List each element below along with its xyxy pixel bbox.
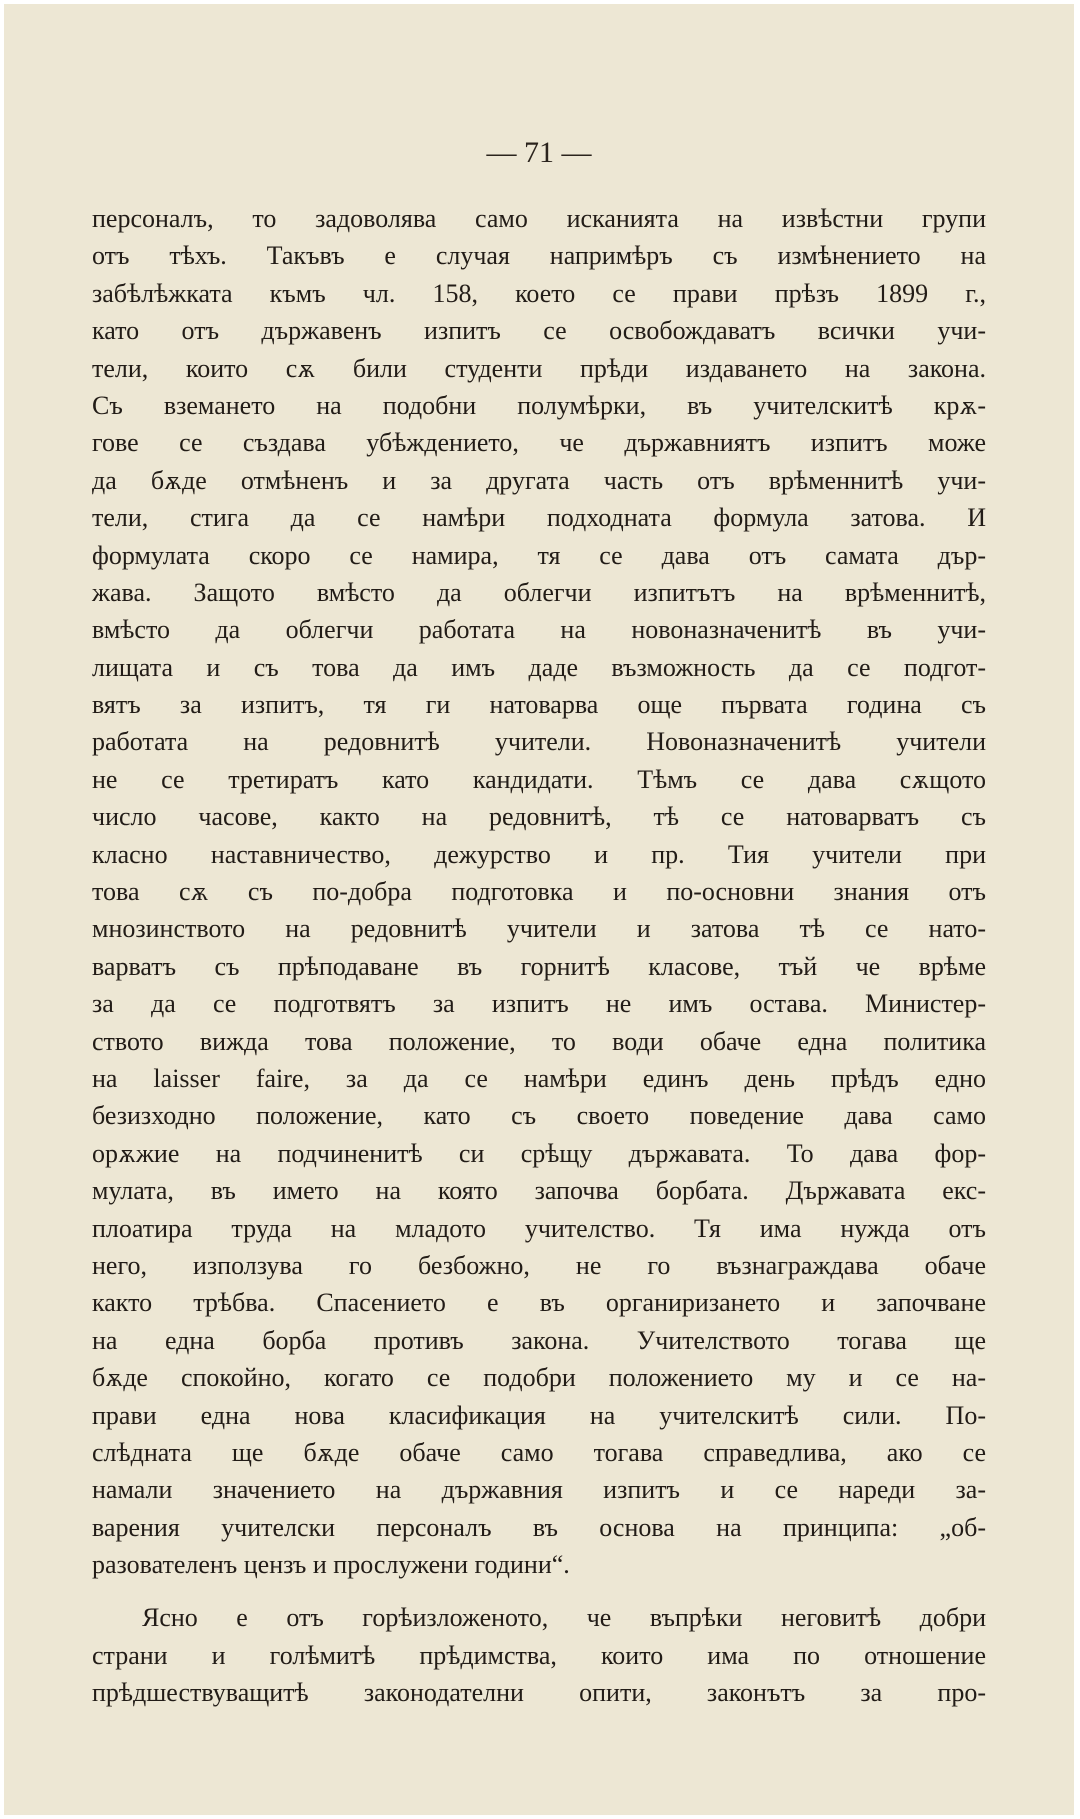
text-line: разователенъ цензъ и прослужени години“. (92, 1550, 570, 1580)
text-line: на laisser faire, за да се намѣри единъ день прѣдъ едно (92, 1063, 986, 1093)
text-line: забѣлѣжката къмъ чл. 158, което се прави прѣзъ 1899 г., (92, 278, 986, 308)
text-line: варватъ съ прѣподаване въ горнитѣ класове, тъй че врѣме (92, 951, 986, 981)
text-line: безизходно положение, като съ своето поведение дава само (92, 1101, 986, 1131)
paragraph-gap (92, 1583, 986, 1599)
text-line: прѣдшествуващитѣ законодателни опити, законътъ за про- (92, 1678, 986, 1708)
text-line: класно наставничество, дежурство и пр. Тия учители при (92, 839, 986, 869)
paragraph (92, 200, 986, 1583)
text-line: за да се подготвятъ за изпитъ не имъ остава. Министер- (92, 989, 986, 1019)
text-line: намали значението на държавния изпитъ и се нареди за- (92, 1475, 986, 1505)
text-line: тели, стига да се намѣри подходната формула затова. И (92, 503, 986, 533)
body-text (92, 200, 986, 1712)
text-line: вятъ за изпитъ, тя ги натоварва още първата година съ (92, 690, 986, 720)
text-line: жава. Защото вмѣсто да облегчи изпитътъ на врѣменнитѣ, (92, 577, 986, 607)
text-line: формулата скоро се намира, тя се дава отъ самата дър- (92, 540, 986, 570)
text-line: варения учителски персоналъ въ основа на принципа: „об- (92, 1512, 986, 1542)
text-line: като отъ държавенъ изпитъ се освобождаватъ всички учи- (92, 316, 986, 346)
text-line: плоатира труда на младото учителство. Тя има нужда отъ (92, 1213, 986, 1243)
text-line: Съ вземането на подобни полумѣрки, въ учителскитѣ крѫ- (92, 390, 986, 420)
text-line: бѫде спокойно, когато се подобри положението му и се на- (92, 1363, 986, 1393)
text-line: на една борба противъ закона. Учителството тогава ще (92, 1325, 986, 1355)
text-line: не се третиратъ като кандидати. Тѣмъ се дава сѫщото (92, 764, 986, 794)
paragraph (92, 1599, 986, 1711)
text-line: да бѫде отмѣненъ и за другата часть отъ врѣменнитѣ учи- (92, 465, 986, 495)
text-line: лищата и съ това да имъ даде възможность да се подгот- (92, 652, 986, 682)
text-line: мулата, въ името на която започва борбата. Държавата екс- (92, 1176, 986, 1206)
text-line: тели, които сѫ били студенти прѣди издаването на закона. (92, 353, 986, 383)
text-line: както трѣбва. Спасението е въ органиризането и започване (92, 1288, 986, 1318)
text-line: вмѣсто да облегчи работата на новоназначенитѣ въ учи- (92, 615, 986, 645)
book-page (4, 4, 1074, 1815)
text-line: персоналъ, то задоволява само исканията на извѣстни групи (92, 204, 986, 233)
page-number: — 71 — (486, 136, 592, 169)
text-line: число часове, както на редовнитѣ, тѣ се натоварватъ съ (92, 802, 986, 832)
text-line: орѫжие на подчиненитѣ си срѣщу държавата. То дава фор- (92, 1138, 986, 1168)
text-line: Ясно е отъ горѣизложеното, че въпрѣки неговитѣ добри (142, 1603, 986, 1633)
text-line: мнозинството на редовнитѣ учители и затова тѣ се нато- (92, 914, 986, 944)
text-line: прави една нова класификация на учителскитѣ сили. По- (92, 1400, 986, 1430)
text-line: това сѫ съ по-добра подготовка и по-основни знания отъ (92, 877, 986, 907)
text-line: работата на редовнитѣ учители. Новоназначенитѣ учители (92, 727, 986, 757)
text-line: отъ тѣхъ. Такъвъ е случая напримѣръ съ измѣнението на (92, 241, 986, 271)
text-line: гове се създава убѣждението, че държавниятъ изпитъ може (92, 428, 986, 458)
text-line: него, използува го безбожно, не го възнаграждава обаче (92, 1250, 986, 1280)
text-line: ството вижда това положение, то води обаче една политика (92, 1026, 986, 1056)
text-line: страни и голѣмитѣ прѣдимства, които има по отношение (92, 1640, 986, 1670)
text-line: слѣдната ще бѫде обаче само тогава справедлива, ако се (92, 1437, 986, 1467)
